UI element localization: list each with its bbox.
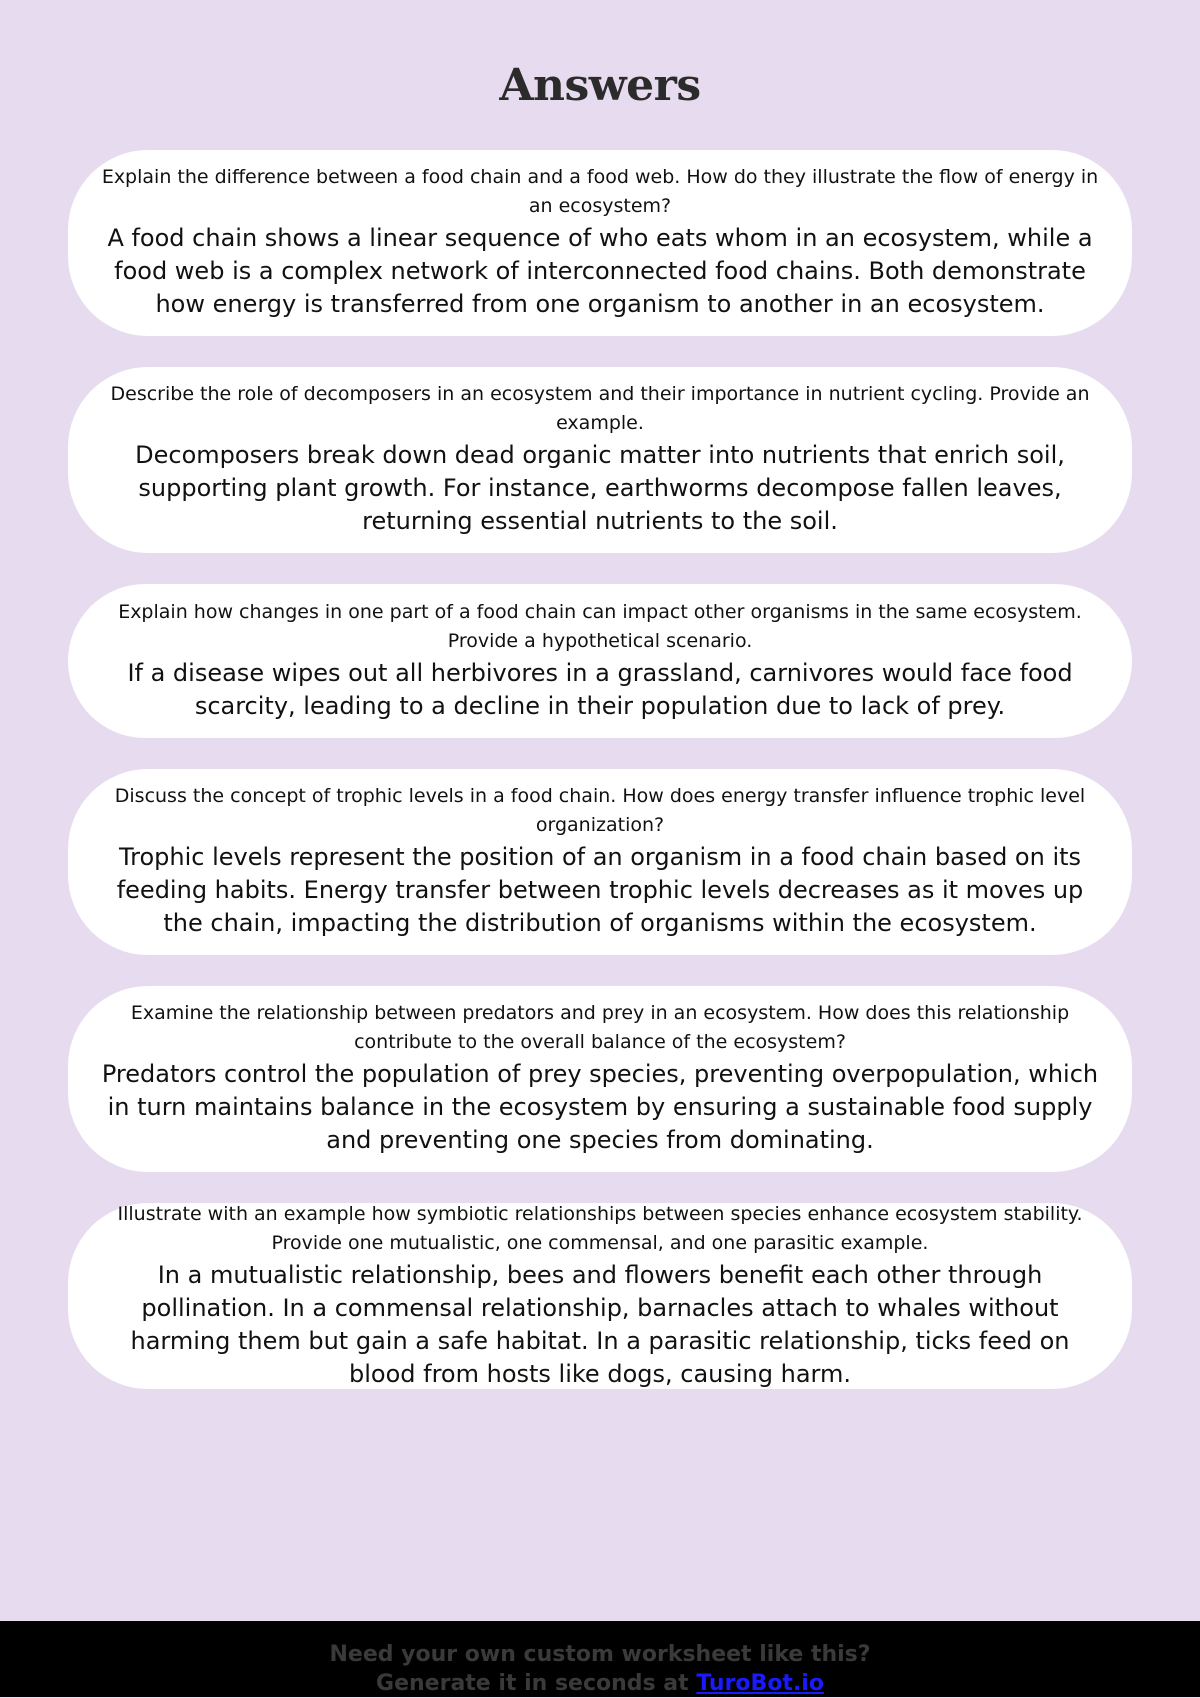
answer-card (68, 150, 1132, 336)
promo-footer (0, 1621, 1200, 1697)
question-text: Illustrate with an example how symbiotic relationships between species enhance ecosystem stability. Provide one mutualistic, one commensal, and one parasitic example. (117, 1202, 1083, 1254)
question-text: Explain the difference between a food chain and a food web. How do they illustrate the flow of energy in an ecosystem? (101, 166, 1099, 217)
answer-card (68, 584, 1132, 738)
footer-cta (0, 1670, 1200, 1698)
answer-text: If a disease wipes out all herbivores in a grassland, carnivores would face food scarcity, leading to a decline in their population due to lack of prey. (127, 658, 1073, 720)
page-title: Answers (499, 60, 701, 111)
answer-card (68, 1203, 1132, 1389)
answer-text: Predators control the population of prey species, preventing overpopulation, which in turn maintains balance in the ecosystem by ensuring a sustainable food supply and preventing one species from dominating. (101, 1060, 1099, 1154)
footer-headline: Need your own custom worksheet like this? (329, 1642, 871, 1667)
answer-card (68, 367, 1132, 553)
question-text: Examine the relationship between predators and prey in an ecosystem. How does this relationship contribute to the overall balance of the ecosystem? (130, 1002, 1070, 1053)
answer-card (68, 769, 1132, 955)
answer-text: Trophic levels represent the position of an organism in a food chain based on its feeding habits. Energy transfer between trophic levels decreases as it moves up the chain, impacting the distribution of organisms within the ecosystem. (116, 843, 1084, 937)
answer-text: Decomposers break down dead organic matter into nutrients that enrich soil, supporting plant growth. For instance, earthworms decompose fallen leaves, returning essential nutrients to the soil. (135, 441, 1065, 535)
question-text: Explain how changes in one part of a food chain can impact other organisms in the same ecosystem. Provide a hypothetical scenario. (118, 600, 1082, 652)
answer-card (68, 986, 1132, 1172)
answer-text: In a mutualistic relationship, bees and flowers benefit each other through pollination. In a commensal relationship, barnacles attach to whales without harming them but gain a safe habitat. In a parasitic relationship, ticks feed on blood from hosts like dogs, causing harm. (130, 1260, 1070, 1388)
answer-text: A food chain shows a linear sequence of who eats whom in an ecosystem, while a food web is a complex network of interconnected food chains. Both demonstrate how energy is transferred from one organism to another in an ecosystem. (107, 224, 1093, 318)
answer-list (68, 150, 1132, 1420)
footer-cta-text: Generate it in seconds at (376, 1671, 697, 1696)
turobot-link[interactable]: TuroBot.io (696, 1671, 824, 1696)
question-text: Describe the role of decomposers in an ecosystem and their importance in nutrient cycling. Provide an example. (110, 383, 1090, 434)
question-text: Discuss the concept of trophic levels in a food chain. How does energy transfer influence trophic level organization? (114, 785, 1086, 836)
